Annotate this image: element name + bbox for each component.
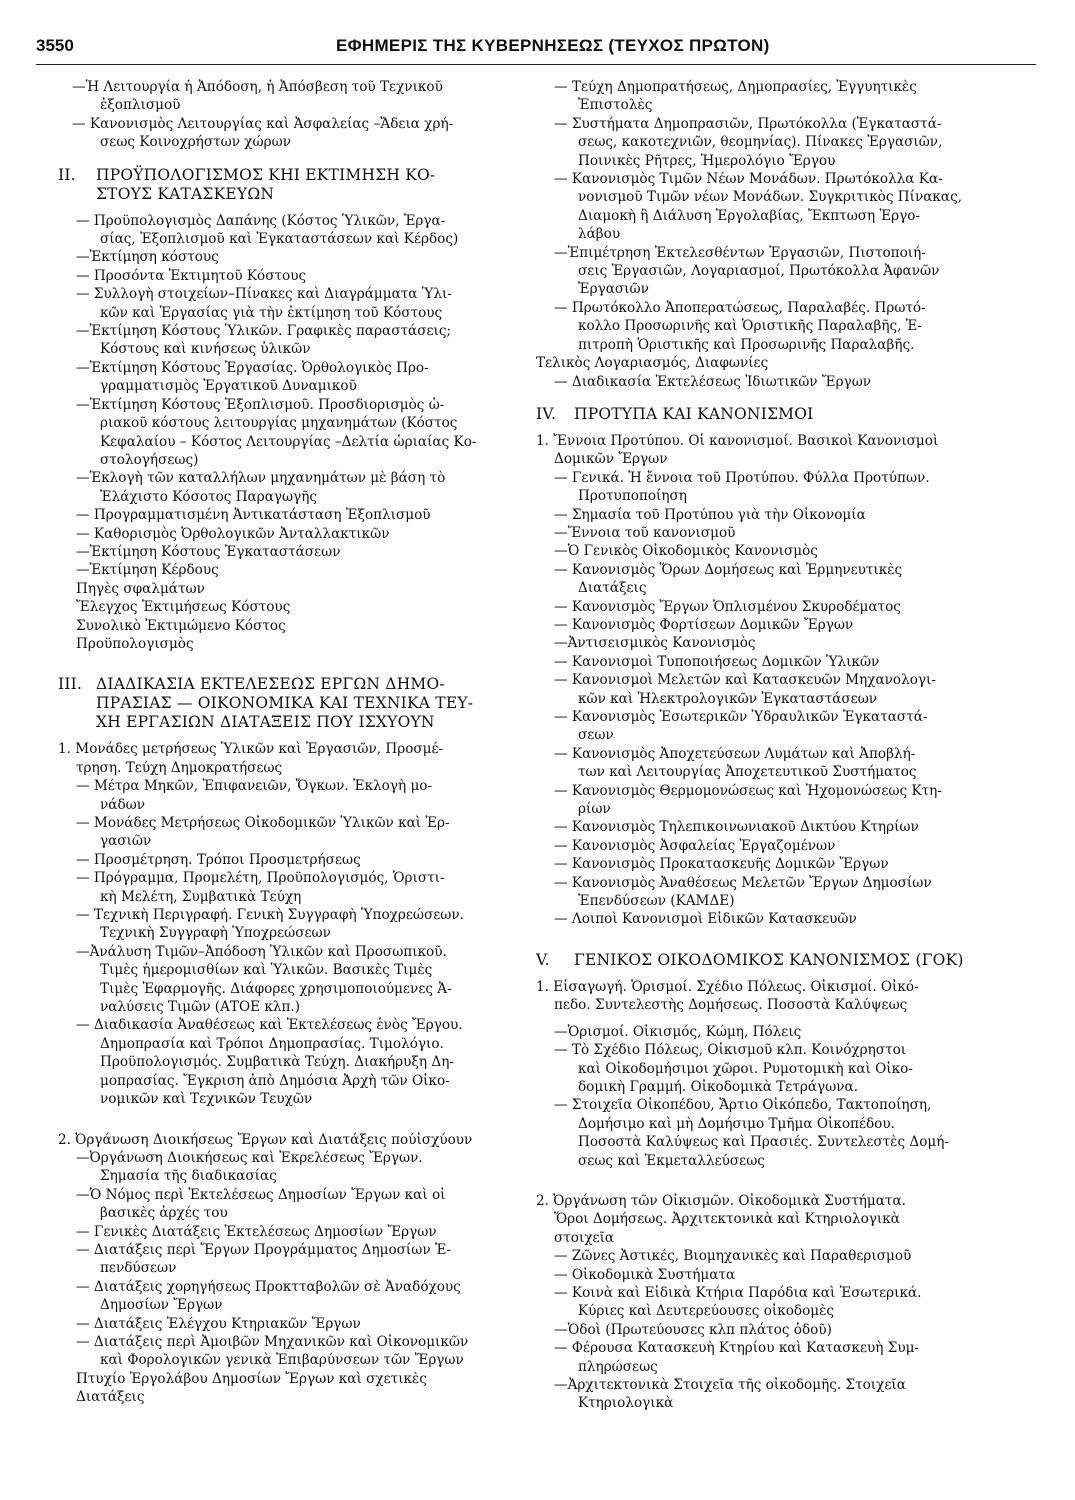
list-item: — Κανονισμὸς Λειτουργίας καὶ Ἀσφαλείας –Ἄδεια χρή- <box>72 115 454 132</box>
list-item: — Κανονισμὸς Προκατασκευῆς Δομικῶν Ἔργων <box>554 856 889 873</box>
list-item: — Καθορισμὸς Ὀρθολογικῶν Ἀνταλλακτικῶν <box>76 525 390 542</box>
list-item: νομικῶν καὶ Τεχνικῶν Τευχῶν <box>100 1091 313 1108</box>
list-item: κῶν καὶ Ἠλεκτρολογικῶν Ἐγκαταστάσεων <box>578 690 878 707</box>
section-heading-4: IV.ΠΡΟΤΥΠΑ ΚΑΙ ΚΑΝΟΝΙΣΜΟΙ <box>536 404 814 423</box>
list-item: Δομικῶν Ἔργων <box>554 451 668 468</box>
list-item: — Προσόντα Ἐκτιμητοῦ Κόστους <box>76 267 307 284</box>
list-item: — Οἰκοδομικὰ Συστήματα <box>554 1266 736 1283</box>
list-item: —Ἡ Λειτουργία ἡ Ἀπόδοση, ἡ Ἀπόσβεση τοῦ Τεχνικοῦ <box>72 79 443 95</box>
section-number: ΙΙΙ. <box>58 675 83 694</box>
list-item: στοιχεῖα <box>554 1229 615 1246</box>
list-item: τρηση. Τεύχη Δημοκρατήσεως <box>76 759 283 776</box>
list-item: — Μονάδες Μετρήσεως Οἰκοδομικῶν Ὑλικῶν καὶ Ἐρ- <box>76 815 450 831</box>
list-item: Κεφαλαίου – Κόστος Λειτουργίας –Δελτία ὡριαίας Κο- <box>100 433 477 450</box>
list-item: Κτηριολογικὰ <box>578 1395 674 1412</box>
list-item: — Διατάξεις χορηγήσεως Προκτταβολῶν σὲ Ἀναδόχους <box>76 1278 461 1295</box>
list-item: Ποσοστὰ Καλύψεως καὶ Πρασιές. Συντελεστὲς Δομή- <box>578 1134 949 1151</box>
list-item: Ἐλάχιστο Κόσοτος Παραγωγῆς <box>100 488 318 505</box>
list-item: — Κανονισμοὶ Μελετῶν καὶ Κατασκευῶν Μηχανολογι- <box>554 672 936 689</box>
list-item: — Συλλογὴ στοιχείων–Πίνακες καὶ Διαγράμματα Ὑλι- <box>76 286 452 303</box>
list-item: Ἔλεγχος Ἐκτιμήσεως Κόστους <box>76 599 291 616</box>
list-item: Διατάξεις <box>76 1389 145 1406</box>
list-item: —Ἐκτίμηση Κόστους Ἐγκαταστάσεων <box>76 543 341 560</box>
list-item: —Ὁδοὶ (Πρωτεύουσες κλπ πλάτος ὁδοῦ) <box>554 1321 832 1338</box>
list-item: σεως Κοινοχρήστων χώρων <box>100 134 291 151</box>
list-item: γραμματισμὸς Ἐργατικοῦ Δυναμικοῦ <box>100 378 357 395</box>
section-heading-5: V.ΓΕΝΙΚΟΣ ΟΙΚΟΔΟΜΙΚΟΣ ΚΑΝΟΝΙΣΜΟΣ (ΓΟΚ) <box>536 950 964 969</box>
list-item: σεως, κακοτεχνιῶν, θεομηνίας). Πίνακες Ἐργασιῶν, <box>578 134 943 151</box>
list-item: — Κανονισμὸς Τιμῶν Νέων Μονάδων. Πρωτόκολλα Κα- <box>554 171 943 188</box>
list-item: — Προσμέτρηση. Τρόποι Προσμετρήσεως <box>76 851 361 868</box>
section-heading-2: ΙΙ.ΠΡΟΫΠΟΛΟΓΙΣΜΟΣ ΚΗΙ ΕΚΤΙΜΗΣΗ ΚΟ- ΣΤΟΥΣ ΚΑΤΑΣΚΕΥΩΝ <box>58 165 436 203</box>
list-item: 2. Ὀργάνωση τῶν Οἰκισμῶν. Οἰκοδομικὰ Συστήματα. <box>536 1192 906 1209</box>
list-item: πενδύσεων <box>100 1260 177 1277</box>
list-item: —Ἀρχιτεκτονικὰ Στοιχεῖα τῆς οἰκοδομῆς. Στοιχεῖα <box>554 1377 906 1393</box>
list-item: ριακοῦ κόστους λειτουργίας μηχανημάτων (Κόστος <box>100 415 458 432</box>
list-item: —Ἔννοια τοῦ κανονισμοῦ <box>554 524 736 541</box>
list-item: Κόστους καὶ κινήσεως ὑλικῶν <box>100 341 311 358</box>
list-item: — Κανονισμοὶ Τυποποιήσεως Δομικῶν Ὑλικῶν <box>554 653 880 670</box>
list-item: —Ἐκτίμηση κόστους <box>76 249 219 266</box>
list-item: 2. Ὀργάνωση Διοικήσεως Ἔργων καὶ Διατάξεις πούἰσχύουν <box>58 1131 473 1148</box>
list-item: — Τὸ Σχέδιο Πόλεως, Οἰκισμοῦ κλπ. Κοινόχρηστοι <box>554 1042 907 1059</box>
list-item: κὴ Μελέτη, Συμβατικὰ Τεύχη <box>100 888 302 905</box>
list-item: — Φέρουσα Κατασκευὴ Κτηρίου καὶ Κατασκευὴ Συμ- <box>554 1340 920 1357</box>
list-item: καὶ Φορολογικῶν γενικὰ Ἐπιβαρύνσεων τῶν Ἔργων <box>100 1352 464 1369</box>
page-number: 3550 <box>36 36 74 55</box>
list-item: Σημασία τῆς διαδικασίας <box>100 1168 277 1185</box>
list-item: γασιῶν <box>100 833 152 850</box>
list-item: 1. Μονάδες μετρήσεως Ὑλικῶν καὶ Ἐργασιῶν, Προσμέ- <box>58 741 444 758</box>
list-item: πιτροπὴ Ὁριστικῆς καὶ Προσωρινῆς Παραλαβῆς. <box>578 336 915 353</box>
list-item: κῶν καὶ Ἐργασίας γιὰ τὴν ἐκτίμηση τοῦ Κόστους <box>100 304 443 321</box>
list-item: —Ἐκτίμηση Κόστους Ἐξοπλισμοῦ. Προσδιορισμὸς ὡ- <box>76 396 445 413</box>
list-item: — Διατάξεις περὶ Ἀμοιβῶν Μηχανικῶν καὶ Οἰκονομικῶν <box>76 1333 469 1350</box>
list-item: 1. Εἰσαγωγή. Ὁρισμοί. Σχέδιο Πόλεως. Οἰκισμοί. Οἰκό- <box>536 978 919 995</box>
list-item: — Κανονισμὸς Ὅρων Δομήσεως καὶ Ἑρμηνευτικὲς <box>554 561 903 578</box>
list-item: των καὶ Λειτουργίας Ἀποχετευτικοῦ Συστήματος <box>578 764 917 781</box>
list-item: — Πρωτόκολλο Ἀποπερατώσεως, Παραλαβές. Πρωτό- <box>554 299 926 316</box>
list-item: ναλύσεις Τιμῶν (ΑΤΟΕ κλπ.) <box>100 999 301 1016</box>
list-item: καὶ Οἰκοδομήσιμοι χῶροι. Ρυμοτομικὴ καὶ Οἰκο- <box>578 1060 913 1077</box>
list-item: — Διαδικασία Ἐκτελέσεως Ἰδιωτικῶν Ἔργων <box>554 373 872 390</box>
list-item: Προϋπολογισμὸς <box>76 635 194 652</box>
list-item: Τιμὲς Ἐφαρμογῆς. Διάφορες χρησιμοποιούμενες Ἀ- <box>100 980 452 997</box>
list-item: δομικὴ Γραμμή. Οἰκοδομικὰ Τετράγωνα. <box>578 1078 859 1095</box>
list-item: — Μέτρα Μηκῶν, Ἐπιφανειῶν, Ὄγκων. Ἐκλογὴ μο- <box>76 778 433 795</box>
list-item: Τεχνικὴ Συγγραφὴ Ὑποχρεώσεων <box>100 925 331 942</box>
list-item: —Ἐπιμέτρηση Ἐκτελεσθέντων Ἐργασιῶν, Πιστοποιή- <box>554 244 926 261</box>
list-item: Πηγὲς σφαλμάτων <box>76 580 205 597</box>
list-item: Δομήσιμο καὶ μὴ Δομήσιμο Τμῆμα Οἰκοπέδου. <box>578 1115 895 1132</box>
list-item: — Συστήματα Δημοπρασιῶν, Πρωτόκολλα (Ἐγκαταστά- <box>554 115 942 132</box>
list-item: — Κανονισμὸς Ἀποχετεύσεων Λυμάτων καὶ Ἀποβλή- <box>554 745 916 762</box>
list-item: Δημοπρασία καὶ Τρόποι Δημοπρασίας. Τιμολόγιο. <box>100 1035 444 1052</box>
list-item: Κύριες καὶ Δευτερεύουσες οἰκοδομὲς <box>578 1303 835 1320</box>
list-item: νονισμοῦ Τιμῶν νέων Μονάδων. Συγκριτικὸς Πίνακας, <box>578 189 963 206</box>
page-header <box>36 34 1036 65</box>
list-item: σεως καὶ Ἐκμεταλλεύσεως <box>578 1152 765 1169</box>
list-item: —Ὁ Νόμος περὶ Ἐκτελέσεως Δημοσίων Ἔργων καὶ οἱ <box>76 1186 446 1203</box>
list-item: — Προϋπολογισμὸς Δαπάνης (Κόστος Ὑλικῶν, Ἐργα- <box>76 212 446 229</box>
list-item: —Ἐκτίμηση Κόστους Ἐργασίας. Ὀρθολογικὸς Προ- <box>76 359 429 376</box>
list-item: — Τεύχη Δημοπρατήσεως, Δημοπρασίες, Ἐγγυητικὲς <box>554 79 917 95</box>
list-item: νάδων <box>100 796 145 813</box>
list-item: — Κανονισμὸς Ἀναθέσεως Μελετῶν Ἔργων Δημοσίων <box>554 874 932 891</box>
list-item: —Ἀντισεισμικὸς Κανονισμὸς <box>554 635 756 652</box>
list-item: — Λοιποὶ Κανονισμοὶ Εἰδικῶν Κατασκευῶν <box>554 911 857 928</box>
list-item: πληρώσεως <box>578 1358 658 1375</box>
list-item: Διαμοκὴ ἢ Διάλυση Ἐργολαβίας, Ἔκπτωση Ἐργο- <box>578 207 921 224</box>
list-item: Τελικὸς Λογαριασμός, Διαφωνίες <box>536 355 769 372</box>
list-item: Προϋπολογισμός. Συμβατικὰ Τεύχη. Διακήρυξη Δη- <box>100 1054 454 1071</box>
list-item: Πτυχίο Ἐργολάβου Δημοσίων Ἔργων καὶ σχετικὲς <box>76 1370 427 1387</box>
left-column <box>58 78 540 1488</box>
section-number: ΙΙ. <box>58 165 76 184</box>
list-item: —Ὀργάνωση Διοικήσεως καὶ Ἐκρελέσεως Ἔργων. <box>76 1149 423 1166</box>
list-item: — Διατάξεις Ἐλέγχου Κτηριακῶν Ἔργων <box>76 1315 361 1332</box>
list-item: — Κοινὰ καὶ Εἰδικὰ Κτήρια Παρόδια καὶ Ἐσωτερικά. <box>554 1284 922 1301</box>
list-item: —Ἀνάλυση Τιμῶν–Ἀπόδοση Ὑλικῶν καὶ Προσωπικοῦ. <box>76 943 447 960</box>
list-item: —Ἐκτίμηση Κόστους Ὑλικῶν. Γραφικὲς παραστάσεις; <box>76 323 452 340</box>
list-item: — Ζῶνες Ἀστικές, Βιομηχανικὲς καὶ Παραθερισμοῦ <box>554 1248 912 1265</box>
list-item: —Ἐκτίμηση Κέρδους <box>76 562 219 579</box>
list-item: —Ἐκλογὴ τῶν καταλλήλων μηχανημάτων μὲ βάση τὸ <box>76 470 446 487</box>
list-item: στολογήσεως) <box>100 451 199 468</box>
list-item: σίας, Ἐξοπλισμοῦ καὶ Ἐγκαταστάσεων καὶ Κέρδος) <box>100 231 459 248</box>
section-number: IV. <box>536 404 557 423</box>
list-item: — Κανονισμὸς Θερμομονώσεως καὶ Ἠχομονώσεως Κτη- <box>554 782 942 799</box>
list-item: Συνολικὸ Ἐκτιμώμενο Κόστος <box>76 617 286 634</box>
list-item: λάβου <box>578 226 621 243</box>
list-item: βασικὲς ἀρχές του <box>100 1205 228 1222</box>
list-item: — Στοιχεῖα Οἰκοπέδου, Ἄρτιο Οἰκόπεδο, Τακτοποίηση, <box>554 1097 932 1114</box>
list-item: κολλο Προσωρινῆς καὶ Ὁριστικῆς Παραλαβῆς, Ἐ- <box>578 318 922 335</box>
list-item: Διατάξεις <box>578 580 647 597</box>
gazette-title: ΕΦΗΜΕΡΙΣ ΤΗΣ ΚΥΒΕΡΝΗΣΕΩΣ (ΤΕΥΧΟΣ ΠΡΩΤΟΝ) <box>336 36 770 55</box>
list-item: πεδο. Συντελεστὴς Δομήσεως. Ποσοστὰ Καλύψεως <box>554 997 908 1014</box>
list-item: Ἐπιστολὲς <box>578 97 653 114</box>
list-item: — Διατάξεις περὶ Ἔργων Προγράμματος Δημοσίων Ἐ- <box>76 1241 452 1258</box>
list-item: — Πρόγραμμα, Προμελέτη, Προϋπολογισμός, Ὁριστι- <box>76 870 445 887</box>
list-item: — Κανονισμὸς Ἔργων Ὁπλισμένου Σκυροδέματος <box>554 598 901 615</box>
list-item: — Κανονισμὸς Ἀσφαλείας Ἐργαζομένων <box>554 837 836 854</box>
list-item: ρίων <box>578 801 611 818</box>
list-item: — Διαδικασία Ἀναθέσεως καὶ Ἐκτελέσεως ἑνὸς Ἔργου. <box>76 1017 463 1034</box>
list-item: — Προγραμματισμένη Ἀντικατάσταση Ἐξοπλισμοῦ <box>76 507 431 524</box>
list-item: — Γενικὲς Διατάξεις Ἐκτελέσεως Δημοσίων Ἔργων <box>76 1223 437 1240</box>
list-item: Ὅροι Δομήσεως. Ἀρχιτεκτονικὰ καὶ Κτηριολογικὰ <box>554 1211 900 1228</box>
list-item: — Γενικά. Ἡ ἔννοια τοῦ Προτύπου. Φύλλα Προτύπων. <box>554 469 930 486</box>
list-item: — Κανονισμὸς Ἐσωτερικῶν Ὑδραυλικῶν Ἐγκαταστά- <box>554 709 928 725</box>
list-item: σεις Ἐργασιῶν, Λογαριασμοί, Πρωτόκολλα Ἀφανῶν <box>578 263 940 280</box>
list-item: Δημοσίων Ἔργων <box>100 1297 223 1314</box>
list-item: — Σημασία τοῦ Προτύπου γιὰ τὴν Οἰκονομία <box>554 506 866 523</box>
section-heading-3: ΙΙΙ.ΔΙΑΔΙΚΑΣΙΑ ΕΚΤΕΛΕΣΕΩΣ ΕΡΓΩΝ ΔΗΜΟ- ΠΡΑΣΙΑΣ — ΟΙΚΟΝΟΜΙΚΑ ΚΑΙ ΤΕΧΝΙΚΑ ΤΕΥ- ΧΗ ΕΡΓΑΣΙΩΝ ΔΙΑΤΑΞΕΙΣ ΠΟΥ ΙΣΧΥΟΥΝ <box>58 675 474 732</box>
list-item: — Κανονισμὸς Τηλεπικοινωνιακοῦ Δικτύου Κτηρίων <box>554 819 919 836</box>
list-item: 1. Ἔννοια Προτύπου. Οἱ κανονισμοί. Βασικοὶ Κανονισμοὶ <box>536 432 939 449</box>
list-item: μοπρασίας. Ἔγκριση ἀπὸ Δημόσια Ἀρχὴ τῶν Οἰκο- <box>100 1072 450 1089</box>
list-item: σεων <box>578 727 614 744</box>
list-item: Ἐργασιῶν <box>578 281 649 298</box>
list-item: Ποινικὲς Ρῆτρες, Ἡμερολόγιο Ἔργου <box>578 152 836 169</box>
list-item: Τιμὲς ἡμερομισθίων καὶ Ὑλικῶν. Βασικὲς Τιμὲς <box>100 962 433 979</box>
list-item: Ἐπενδύσεων (ΚΑΜΔΕ) <box>578 893 735 910</box>
list-item: —Ὁ Γενικὸς Οἰκοδομικὸς Κανονισμὸς <box>554 543 818 560</box>
section-number: V. <box>536 950 550 969</box>
list-item: Προτυποποίηση <box>578 488 687 505</box>
list-item: ἐξοπλισμοῦ <box>100 97 181 114</box>
list-item: — Κανονισμὸς Φορτίσεων Δομικῶν Ἔργων <box>554 616 854 633</box>
list-item: — Τεχνικὴ Περιγραφή. Γενικὴ Συγγραφὴ Ὑποχρεώσεων. <box>76 907 464 924</box>
list-item: —Ὁρισμοί. Οἰκισμός, Κώμη, Πόλεις <box>554 1023 802 1040</box>
right-column <box>536 78 1018 1488</box>
